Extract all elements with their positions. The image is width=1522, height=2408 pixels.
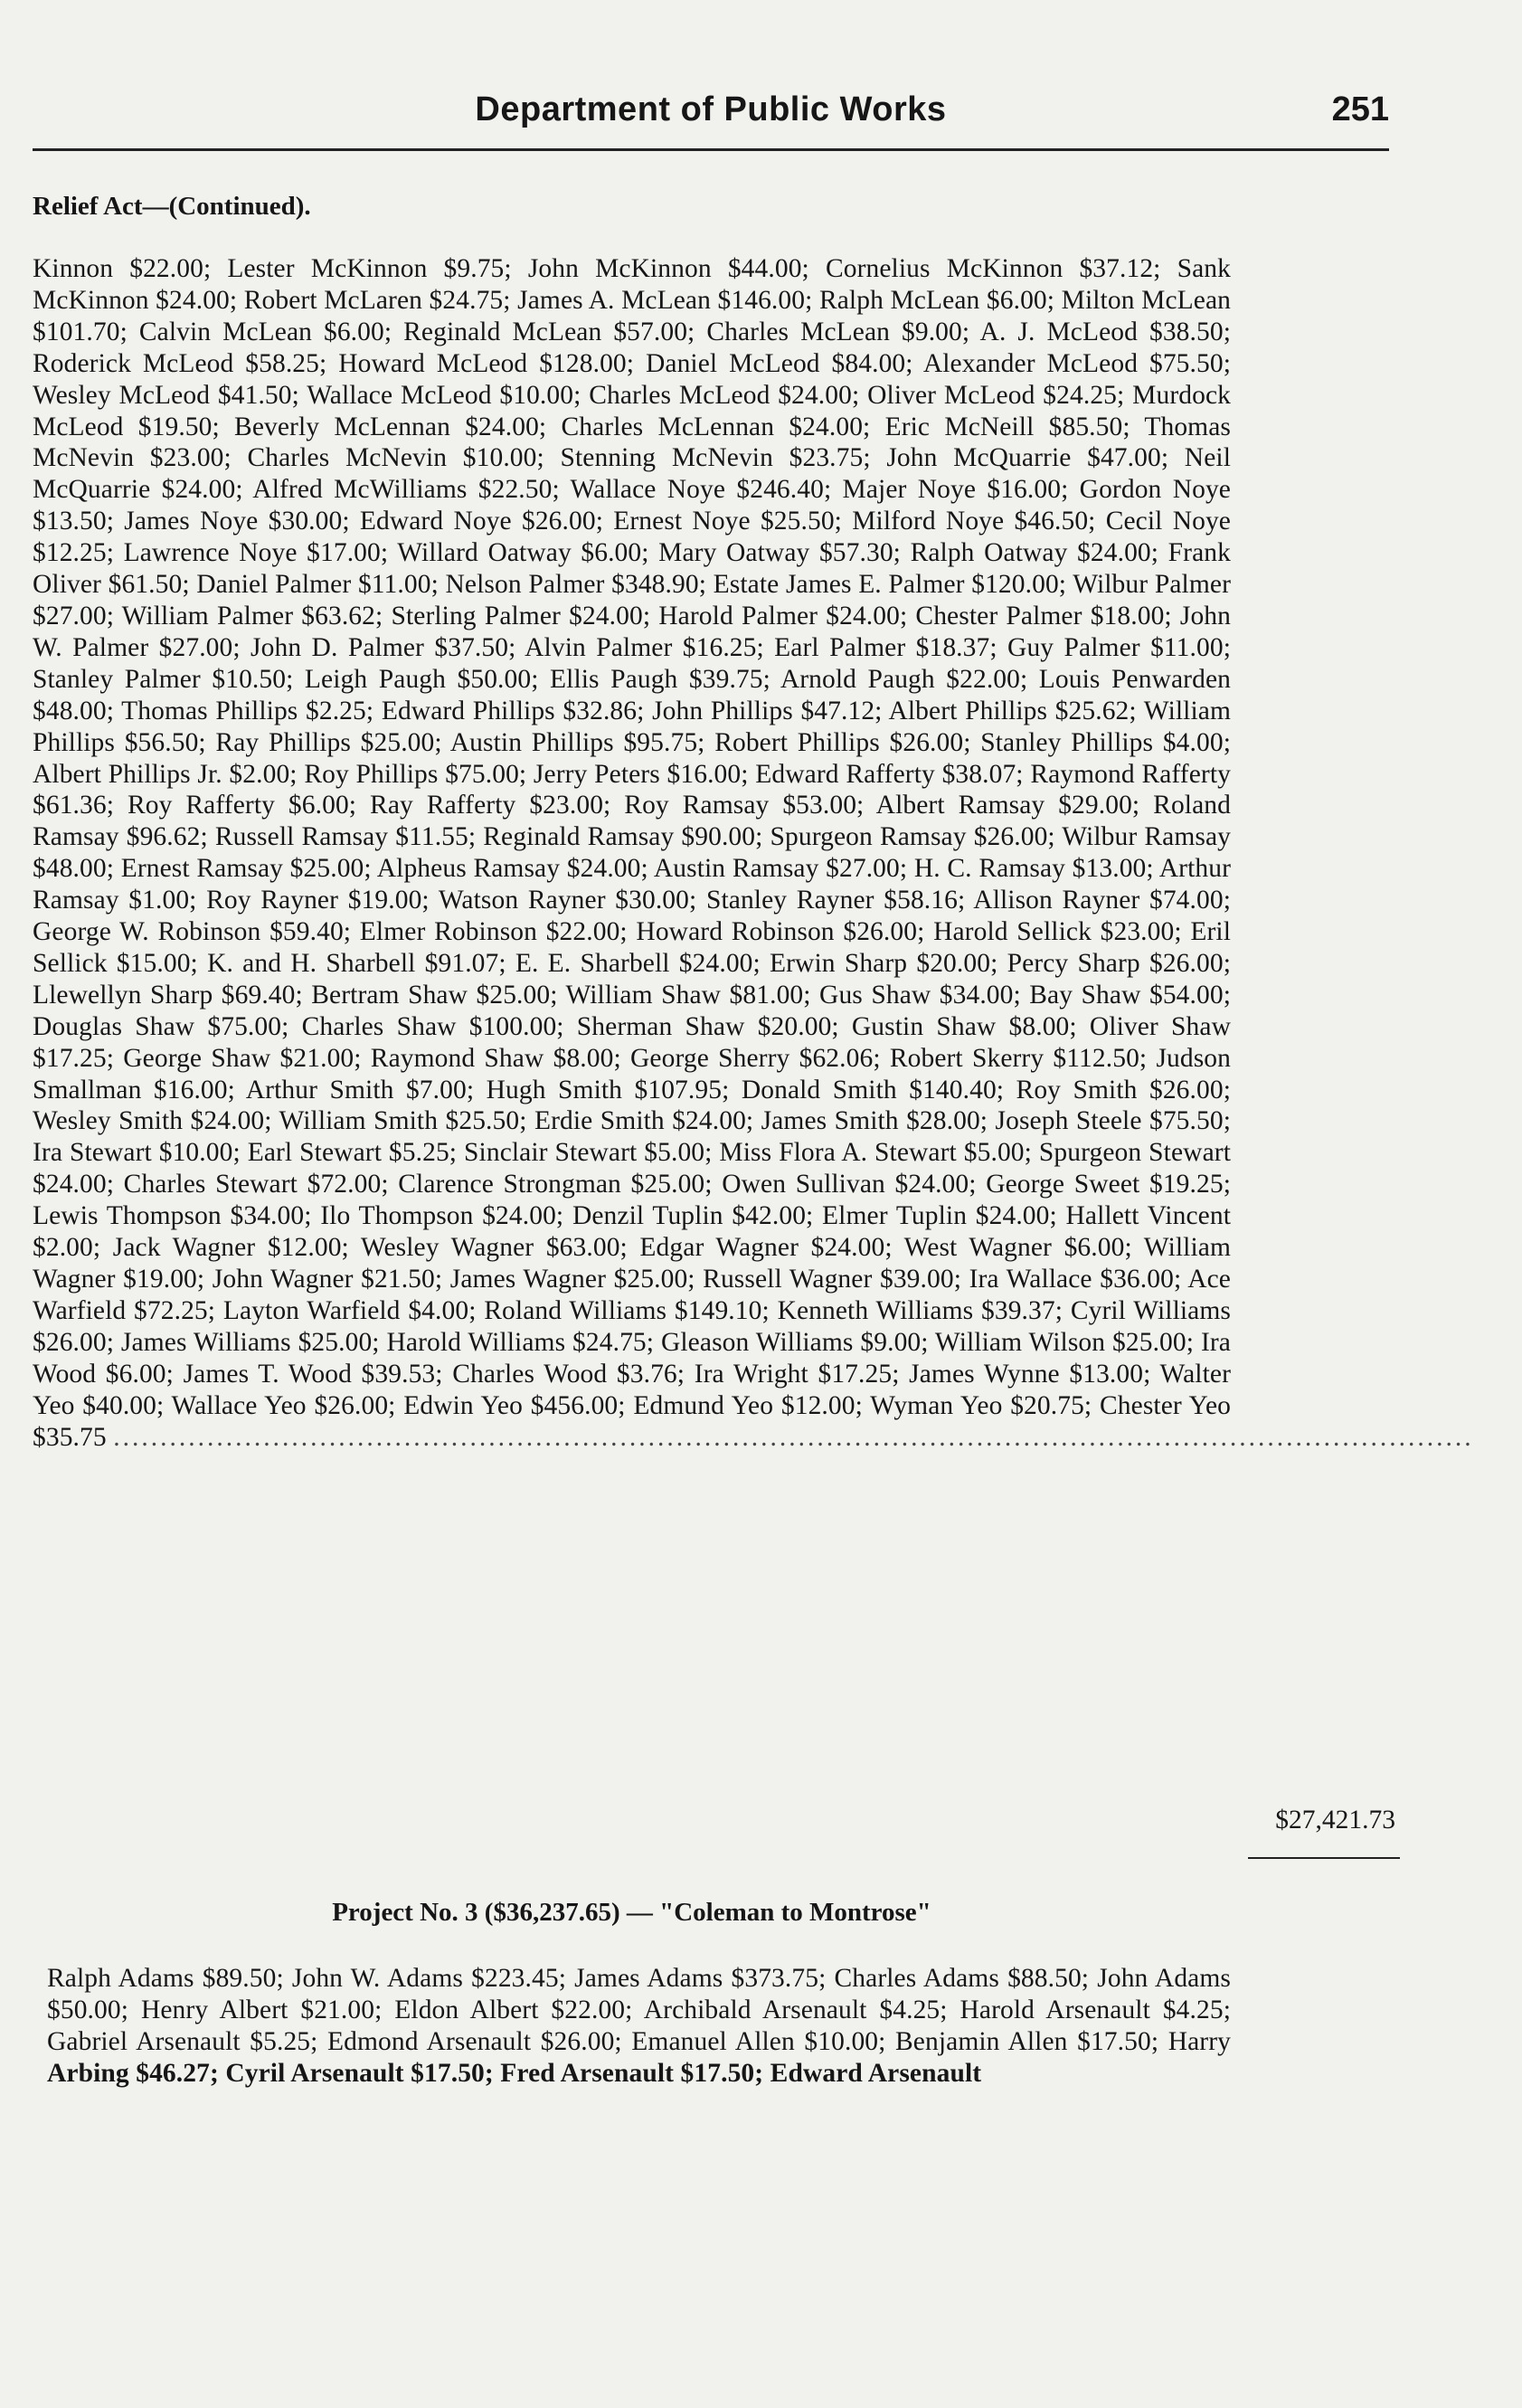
relief-act-payments bbox=[33, 253, 1474, 1453]
project-payments bbox=[47, 1963, 1231, 2090]
relief-act-payments-text: Kinnon $22.00; Lester McKinnon $9.75; John McKinnon $44.00; Cornelius McKinnon $37.12; Sank McKinnon $24.00; Robert McLaren $24.75; James A. McLean $146.00; Ralph McLean $6.00; Milton McLean $101.70; Calvin McLean $6.00; Reginald McLean $57.00; Charles McLean $9.00; A. J. McLeod $38.50; Roderick McLeod $58.25; Howard McLeod $128.00; Daniel McLeod $84.00; Alexander McLeod $75.50; Wesley McLeod $41.50; Wallace McLeod $10.00; Charles McLeod $24.00; Oliver McLeod $24.25; Murdock McLeod $19.50; Beverly McLennan $24.00; Charles McLennan $24.00; Eric McNeill $85.50; Thomas McNevin $23.00; Charles McNevin $10.00; Stenning McNevin $23.75; John McQuarrie $47.00; Neil McQuarrie $24.00; Alfred McWilliams $22.50; Wallace Noye $246.40; Majer Noye $16.00; Gordon Noye $13.50; James Noye $30.00; Edward Noye $26.00; Ernest Noye $25.50; Milford Noye $46.50; Cecil Noye $12.25; Lawrence Noye $17.00; Willard Oatway $6.00; Mary Oatway $57.30; Ralph Oatway $24.00; Frank Oliver $61.50; Daniel Palmer $11.00; Nelson Palmer $348.90; Estate James E. Palmer $120.00; Wilbur Palmer $27.00; William Palmer $63.62; Sterling Palmer $24.00; Harold Palmer $24.00; Chester Palmer $18.00; John W. Palmer $27.00; John D. Palmer $37.50; Alvin Palmer $16.25; Earl Palmer $18.37; Guy Palmer $11.00; Stanley Palmer $10.50; Leigh Paugh $50.00; Ellis Paugh $39.75; Arnold Paugh $22.00; Louis Penwarden $48.00; Thomas Phillips $2.25; Edward Phillips $32.86; John Phillips $47.12; Albert Phillips $25.62; William Phillips $56.50; Ray Phillips $25.00; Austin Phillips $95.75; Robert Phillips $26.00; Stanley Phillips $4.00; Albert Phillips Jr. $2.00; Roy Phillips $75.00; Jerry Peters $16.00; Edward Rafferty $38.07; Raymond Rafferty $61.36; Roy Rafferty $6.00; Ray Rafferty $23.00; Roy Ramsay $53.00; Albert Ramsay $29.00; Roland Ramsay $96.62; Russell Ramsay $11.55; Reginald Ramsay $90.00; Spurgeon Ramsay $26.00; Wilbur Ramsay $48.00; Ernest Ramsay $25.00; Alpheus Ramsay $24.00; Austin Ramsay $27.00; H. C. Ramsay $13.00; Arthur Ramsay $1.00; Roy Rayner $19.00; Watson Rayner $30.00; Stanley Rayner $58.16; Allison Rayner $74.00; George W. Robinson $59.40; Elmer Robinson $22.00; Howard Robinson $26.00; Harold Sellick $23.00; Eril Sellick $15.00; K. and H. Sharbell $91.07; E. E. Sharbell $24.00; Erwin Sharp $20.00; Percy Sharp $26.00; Llewellyn Sharp $69.40; Bertram Shaw $25.00; William Shaw $81.00; Gus Shaw $34.00; Bay Shaw $54.00; Douglas Shaw $75.00; Charles Shaw $100.00; Sherman Shaw $20.00; Gustin Shaw $8.00; Oliver Shaw $17.25; George Shaw $21.00; Raymond Shaw $8.00; George Sherry $62.06; Robert Skerry $112.50; Judson Smallman $16.00; Arthur Smith $7.00; Hugh Smith $107.95; Donald Smith $140.40; Roy Smith $26.00; Wesley Smith $24.00; William Smith $25.50; Erdie Smith $24.00; James Smith $28.00; Joseph Steele $75.50; Ira Stewart $10.00; Earl Stewart $5.25; Sinclair Stewart $5.00; Miss Flora A. Stewart $5.00; Spurgeon Stewart $24.00; Charles Stewart $72.00; Clarence Strongman $25.00; Owen Sullivan $24.00; George Sweet $19.25; Lewis Thompson $34.00; Ilo Thompson $24.00; Denzil Tuplin $42.00; Elmer Tuplin $24.00; Hallett Vincent $2.00; Jack Wagner $12.00; Wesley Wagner $63.00; Edgar Wagner $24.00; West Wagner $6.00; William Wagner $19.00; John Wagner $21.50; James Wagner $25.00; Russell Wagner $39.00; Ira Wallace $36.00; Ace Warfield $72.25; Layton Warfield $4.00; Roland Williams $149.10; Kenneth Williams $39.37; Cyril Williams $26.00; James Williams $25.00; Harold Williams $24.75; Gleason Williams $9.00; William Wilson $25.00; Ira Wood $6.00; James T. Wood $39.53; Charles Wood $3.76; Ira Wright $17.25; James Wynne $13.00; Walter Yeo $40.00; Wallace Yeo $26.00; Edwin Yeo $456.00; Edmund Yeo $12.00; Wyman Yeo $20.75; Chester Yeo $35.75 bbox=[33, 254, 1231, 1452]
section-total: $27,421.73 bbox=[1275, 1806, 1395, 1834]
project-payments-text: Ralph Adams $89.50; John W. Adams $223.45; James Adams $373.75; Charles Adams $88.50; John Adams $50.00; Henry Albert $21.00; Eldon Albert $22.00; Archibald Arsenault $4.25; Harold Arsenault $4.25; Gabriel Arsenault $5.25; Edmond Arsenault $26.00; Emanuel Allen $10.00; Benjamin Allen $17.50; Harry bbox=[47, 1964, 1231, 2056]
section-heading: Relief Act—(Continued). bbox=[33, 192, 311, 221]
page-number: 251 bbox=[1331, 90, 1389, 128]
project-heading: Project No. 3 ($36,237.65) — "Coleman to Montrose" bbox=[332, 1898, 931, 1927]
project-payments-last-line: Arbing $46.27; Cyril Arsenault $17.50; Fred Arsenault $17.50; Edward Arsenault bbox=[47, 2058, 982, 2088]
dot-leader: ................................................................................................................................................. bbox=[113, 1422, 1474, 1452]
page-header bbox=[33, 83, 1389, 147]
page-title: Department of Public Works bbox=[475, 90, 947, 128]
header-divider bbox=[33, 148, 1389, 151]
total-divider bbox=[1248, 1857, 1400, 1859]
